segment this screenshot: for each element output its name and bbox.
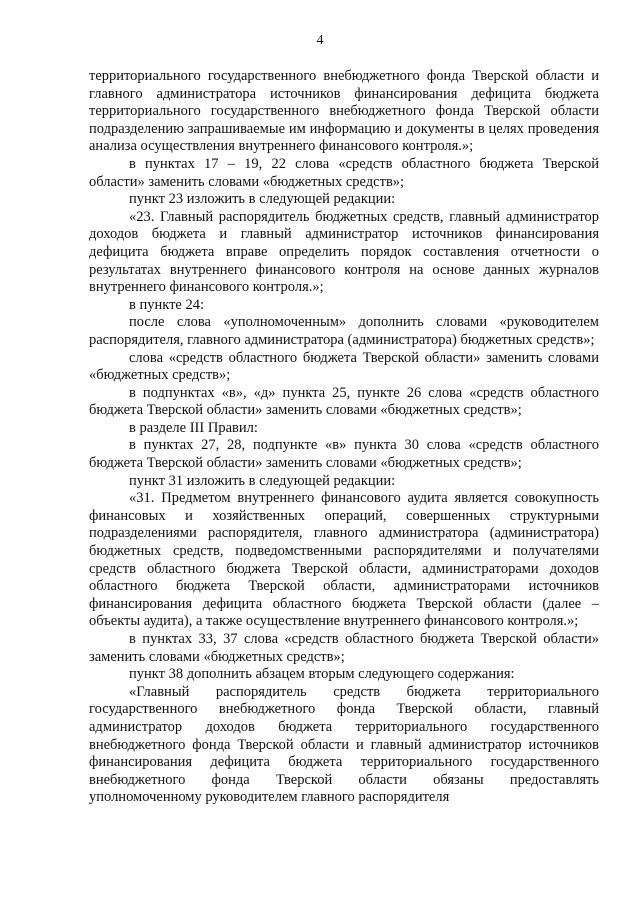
paragraph: слова «средств областного бюджета Тверской области» заменить словами «бюджетных средств»; — [89, 349, 599, 384]
paragraph: пункт 38 дополнить абзацем вторым следующего содержания: — [129, 666, 515, 683]
paragraph: в разделе III Правил: — [129, 419, 258, 436]
paragraph: в пункте 24: — [129, 296, 205, 313]
paragraph: в пунктах 33, 37 слова «средств областного бюджета Тверской области» заменить словами «бюджетных средств»; — [89, 631, 599, 665]
paragraph: пункт 23 изложить в следующей редакции: — [129, 191, 396, 208]
paragraph: территориального государственного внебюджетного фонда Тверской области и главного администратора источников финансирования дефицита бюджета территориального государственного внебюджетного фонда Тверской области подразделению запрашиваемые им информацию и документы в целях проведения анализа осуществления внутреннего финансового контроля.»; — [89, 68, 599, 155]
paragraph: пункт 31 изложить в следующей редакции: — [129, 472, 396, 489]
page-number: 4 — [316, 33, 324, 48]
paragraph: «23. Главный распорядитель бюджетных средств, главный администратор доходов бюджета и главный администратор источников финансирования дефицита бюджета вправе определить порядок составления отчетности о результатах внутреннего финансового контроля на основе данных журналов внутреннего финансового контроля.»; — [89, 208, 599, 296]
paragraph: в пунктах 17 – 19, 22 слова «средств областного бюджета Тверской области» заменить словами «бюджетных средств»; — [89, 155, 599, 190]
paragraph: в пунктах 27, 28, подпункте «в» пункта 30 слова «средств областного бюджета Тверской области» заменить словами «бюджетных средств»; — [89, 437, 599, 472]
paragraph: «31. Предметом внутреннего финансового аудита является совокупность финансовых и хозяйственных операций, совершенных структурными подразделениями распорядителя, главного администратора (администратора) бюджетных средств, подведомственными распорядителями и получателями средств областного бюджета Тверской области, администраторами доходов областного бюджета Тверской области, администраторами источников финансирования дефицита областного бюджета Тверской области (далее – объекты аудита), а также осуществление внутреннего финансового контроля.»; — [89, 490, 599, 630]
document-body — [89, 68, 599, 807]
paragraph: «Главный распорядитель средств бюджета территориального государственного внебюджетного фонда Тверской области, главный администратор доходов бюджета территориального государственного внебюджетного фонда Тверской области и главный администратор источников финансирования дефицита бюджета территориального государственного внебюджетного фонда Тверской области обязаны предоставлять уполномоченному руководителем главного распорядителя — [89, 683, 599, 806]
paragraph: в подпунктах «в», «д» пункта 25, пункте 26 слова «средств областного бюджета Тверской области» заменить словами «бюджетных средств»; — [89, 384, 599, 419]
paragraph: после слова «уполномоченным» дополнить словами «руководителем распорядителя, главного администратора (администратора) бюджетных средств»; — [89, 314, 599, 348]
